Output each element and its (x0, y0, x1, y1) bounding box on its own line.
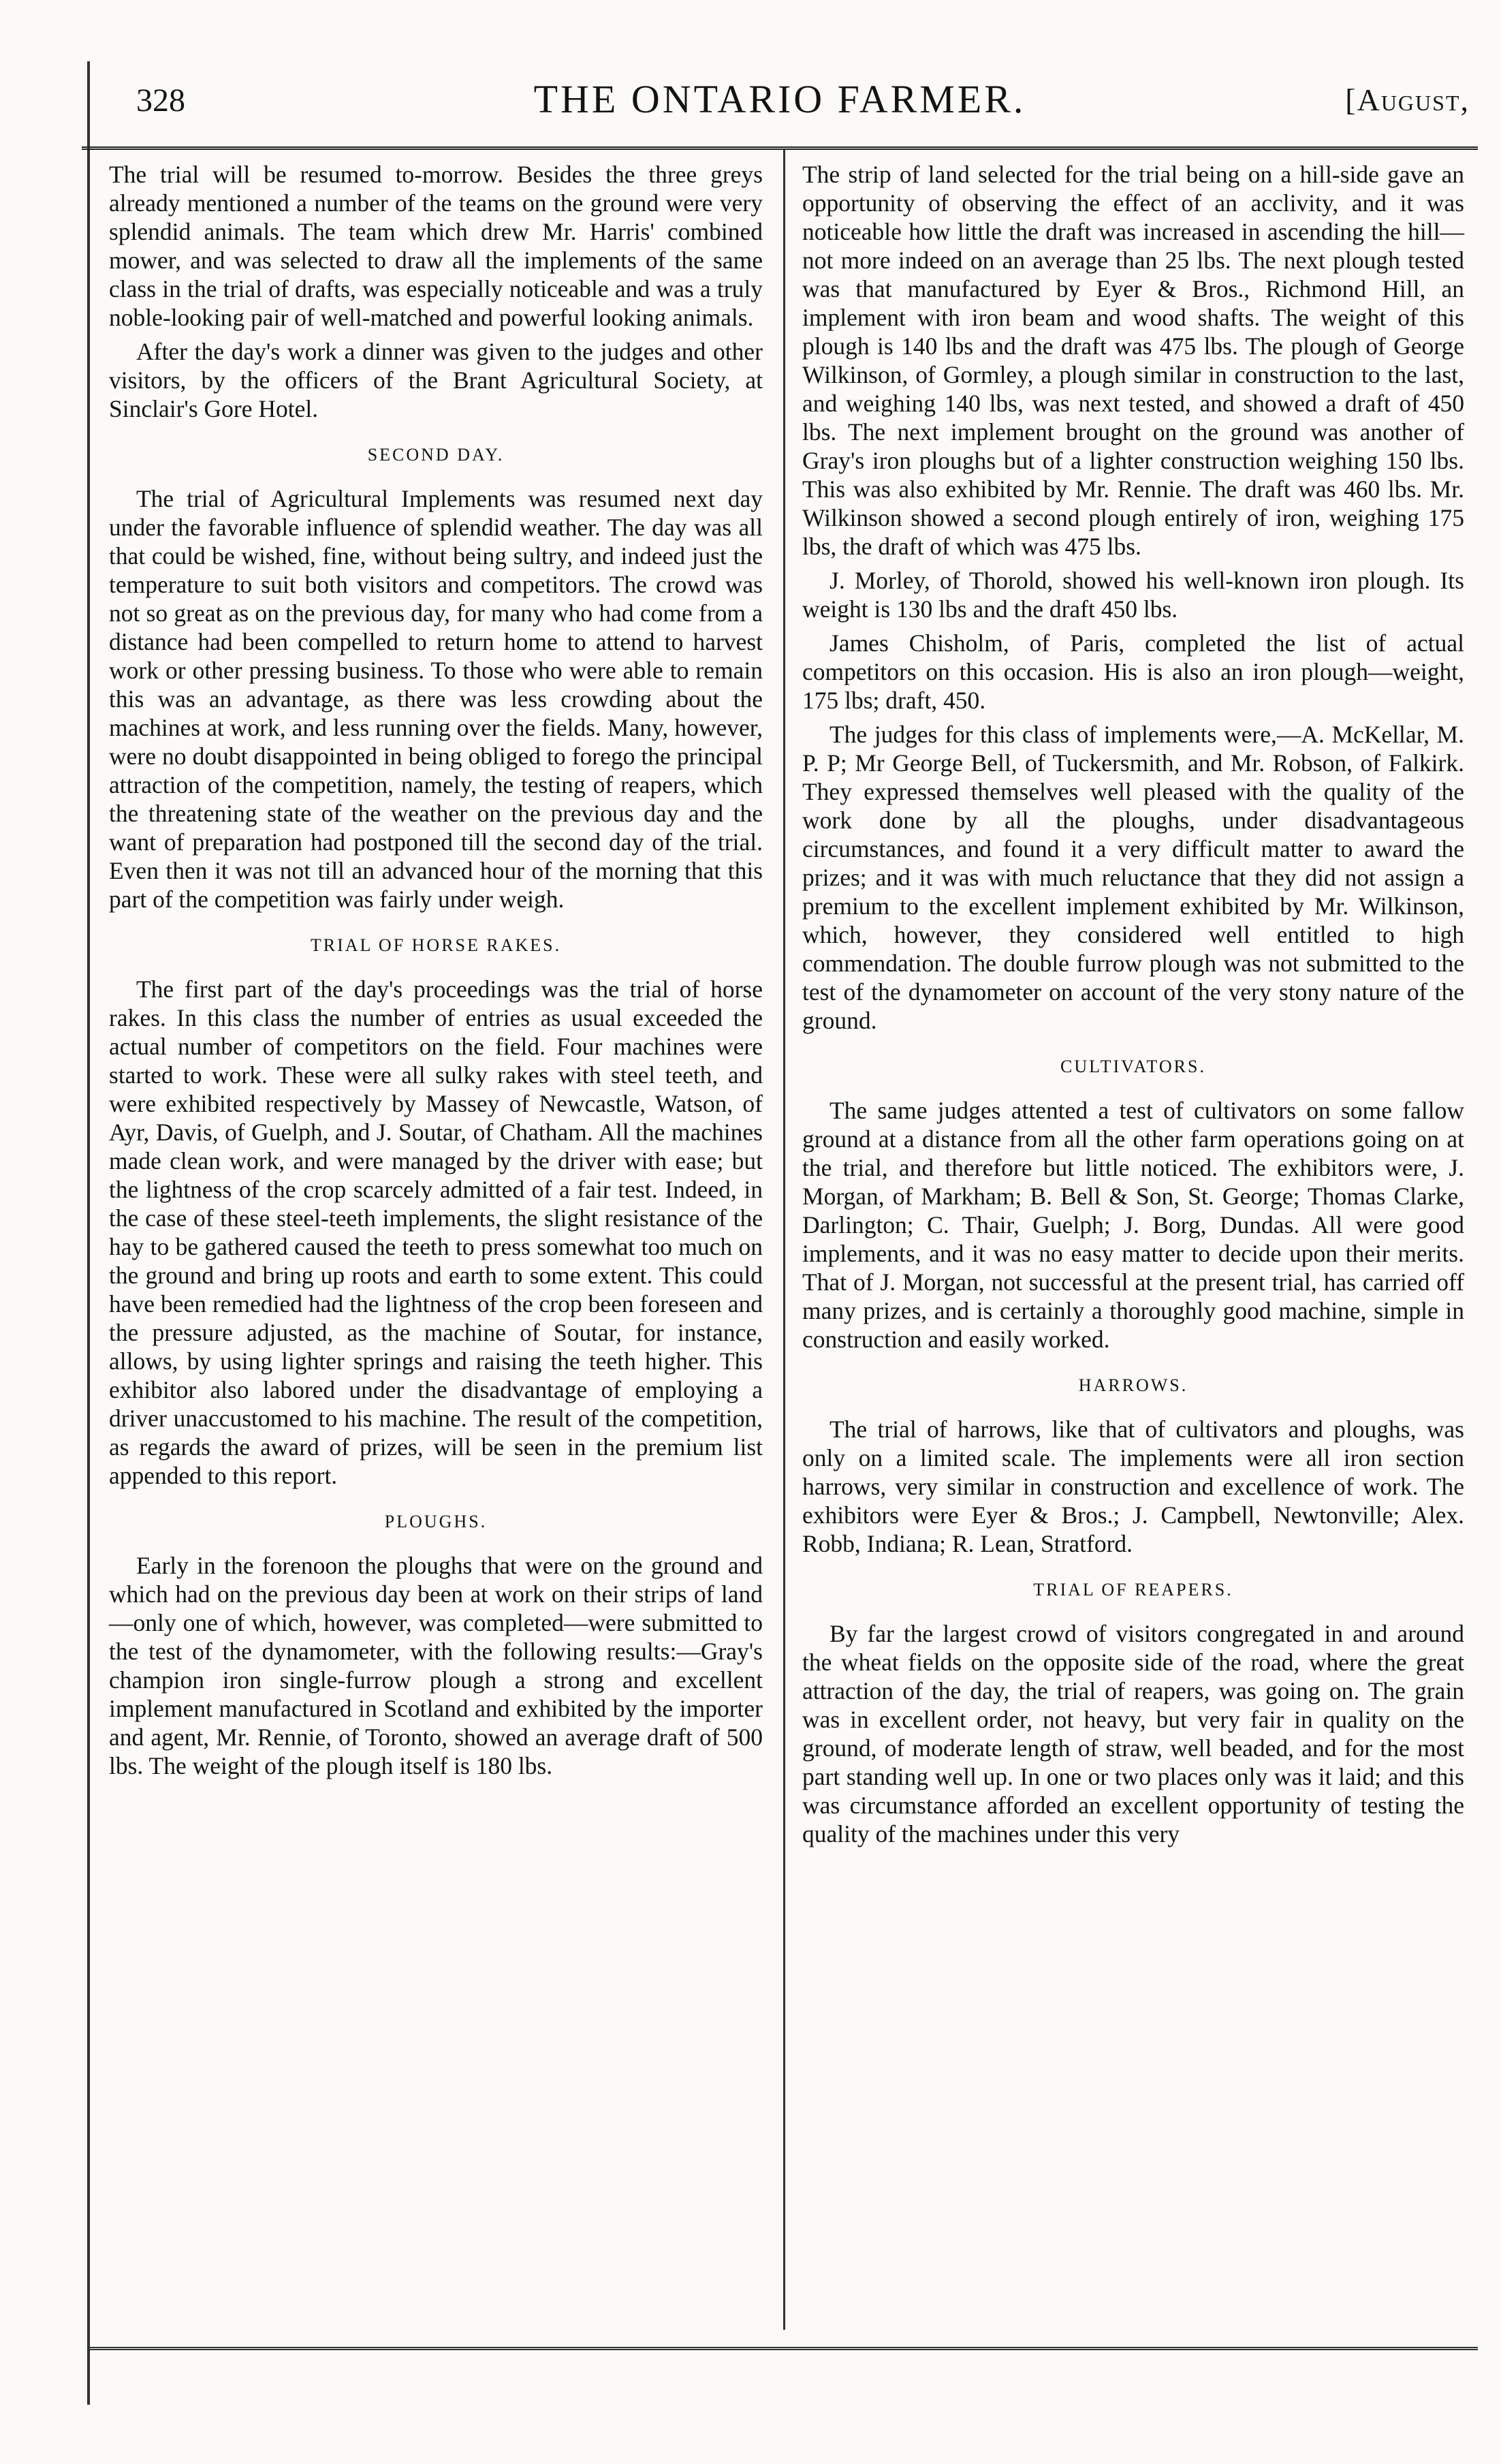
publication-title: THE ONTARIO FARMER. (533, 77, 1026, 121)
issue-month: [August, (1345, 82, 1470, 117)
paragraph: Early in the forenoon the ploughs that were on the ground and which had on the previous day been at work on their strips of land—only one of which, however, was completed—were submitted to the test of the dynamometer, with the following results:—Gray's champion iron single-furrow plough a strong and excellent implement manufactured in Scotland and exhibited by the importer and agent, Mr. Rennie, of Toronto, showed an average draft of 500 lbs. The weight of the plough itself is 180 lbs. (109, 1552, 763, 1779)
section-heading-second-day: SECOND DAY. (367, 445, 505, 465)
bottom-rule (87, 2347, 1478, 2350)
paragraph: The first part of the day's proceedings was the trial of horse rakes. In this class the number of entries as usual exceeded the actual number of competitors on the field. Four machines were started to work. These were all sulky rakes with steel teeth, and were exhibited respectively by Massey of Newcastle, Watson, of Ayr, Davis, of Guelph, and J. Soutar, of Chatham. All the machines made clean work, and were managed by the driver with ease; but the lightness of the crop scarcely admitted of a fair test. Indeed, in the case of these steel-teeth implements, the slight resistance of the hay to be gathered caused the teeth to press somewhat too much on the ground and bring up roots and earth to some extent. This could have been remedied had the lightness of the crop been foreseen and the pressure adjusted, as the machine of Soutar, for instance, allows, by using lighter springs and raising the teeth higher. This exhibitor also labored under the disadvantage of employing a driver unaccustomed to his machine. The result of the competition, as regards the award of prizes, will be seen in the premium list appended to this report. (109, 976, 763, 1489)
page-number: 328 (136, 82, 185, 119)
paragraph: After the day's work a dinner was given to the judges and other visitors, by the officers of the Brant Agricultural Society, at Sinclair's Gore Hotel. (109, 338, 763, 422)
paragraph: The trial of harrows, like that of cultivators and ploughs, was only on a limited scale. The implements were all iron section harrows, very similar in construction and excellence of work. The exhibitors were Eyer & Bros.; J. Campbell, Newtonville; Alex. Robb, Indiana; R. Lean, Stratford. (802, 1416, 1464, 1557)
paragraph: The strip of land selected for the trial being on a hill-side gave an opportunity of observing the effect of an acclivity, and it was noticeable how little the draft was increased in ascending the hill—not more indeed on an average than 25 lbs. The next plough tested was that manufactured by Eyer & Bros., Richmond Hill, an implement with iron beam and wood shafts. The weight of this plough is 140 lbs and the draft was 475 lbs. The plough of George Wilkinson, of Gormley, a plough similar in construction to the last, and weighing 140 lbs, was next tested, and showed a draft of 450 lbs. The next implement brought on the ground was another of Gray's iron ploughs but of a lighter construction weighing 150 lbs. This was also exhibited by Mr. Rennie. The draft was 460 lbs. Mr. Wilkinson showed a second plough entirely of iron, weighing 175 lbs, the draft of which was 475 lbs. (802, 161, 1464, 560)
section-heading-ploughs: PLOUGHS. (384, 1512, 488, 1531)
paragraph: The same judges attented a test of cultivators on some fallow ground at a distance from all the other farm operations going on at the trial, and therefore but little noticed. The exhibitors were, J. Morgan, of Markham; B. Bell & Son, St. George; Thomas Clarke, Darlington; C. Thair, Guelph; J. Borg, Dundas. All were good implements, and it was no easy matter to decide upon their merits. That of J. Morgan, not successful at the present trial, has carried off many prizes, and is certainly a thoroughly good machine, simple in construction and easily worked. (802, 1097, 1464, 1353)
section-heading-horse-rakes: TRIAL OF HORSE RAKES. (310, 935, 562, 955)
paragraph: The judges for this class of implements were,—A. McKellar, M. P. P; Mr George Bell, of Tuckersmith, and Mr. Robson, of Falkirk. They expressed themselves well pleased with the quality of the work done by all the ploughs, under disadvantageous circumstances, and found it a very difficult matter to award the prizes; and it was with much reluctance that they did not assign a premium to the excellent implement exhibited by Mr. Wilkinson, which, however, they considered well entitled to high commendation. The double furrow plough was not submitted to the test of the dynamometer on account of the very stony nature of the ground. (802, 721, 1464, 1034)
section-heading-reapers: TRIAL OF REAPERS. (1033, 1580, 1233, 1600)
paragraph: By far the largest crowd of visitors congregated in and around the wheat fields on the opposite side of the road, where the great attraction of the day, the trial of reapers, was going on. The grain was in excellent order, not heavy, but very fair in quality on the ground, of moderate length of straw, well beaded, and for the most part standing well up. In one or two places only was it laid; and this was circumstance afforded an excellent opportunity of testing the quality of the machines under this very (802, 1620, 1464, 1847)
section-heading-cultivators: CULTIVATORS. (1060, 1057, 1206, 1076)
page-header (82, 61, 1478, 150)
paragraph: The trial will be resumed to-morrow. Besides the three greys already mentioned a number of the teams on the ground were very splendid animals. The team which drew Mr. Harris' combined mower, and was selected to draw all the implements of the same class in the trial of drafts, was especially noticeable and was a truly noble-looking pair of well-matched and powerful looking animals. (109, 161, 763, 331)
paragraph: The trial of Agricultural Implements was resumed next day under the favorable influence of splendid weather. The day was all that could be wished, fine, without being sultry, and indeed just the temperature to suit both visitors and competitors. The crowd was not so great as on the previous day, for many who had come from a distance had been compelled to return home to attend to harvest work or other pressing business. To those who were able to remain this was an advantage, as there was less crowding about the machines at work, and less running over the fields. Many, however, were no doubt disappointed in being obliged to forego the principal attraction of the competition, namely, the testing of reapers, which the threatening state of the weather on the previous day and the want of preparation had postponed till the second day of the trial. Even then it was not till an advanced hour of the morning that this part of the competition was fairly under weigh. (109, 485, 763, 913)
newspaper-page (82, 61, 1478, 2405)
section-heading-harrows: HARROWS. (1078, 1375, 1188, 1395)
left-column (109, 160, 763, 1785)
right-column (802, 160, 1464, 1854)
column-divider (783, 150, 785, 2330)
left-border-rule (87, 61, 90, 2405)
paragraph: J. Morley, of Thorold, showed his well-known iron plough. Its weight is 130 lbs and the draft 450 lbs. (802, 567, 1464, 623)
paragraph: James Chisholm, of Paris, completed the list of actual competitors on this occasion. His is also an iron plough—weight, 175 lbs; draft, 450. (802, 629, 1464, 714)
